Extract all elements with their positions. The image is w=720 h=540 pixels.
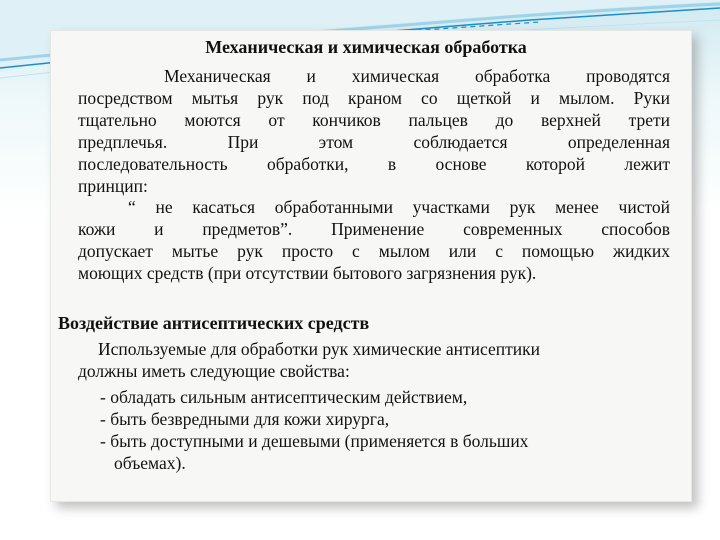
text-line: последовательность обработки, в основе которой лежит: [78, 154, 670, 174]
paragraph-antiseptics: [78, 338, 678, 382]
list-item: объемах).: [114, 453, 186, 473]
paragraph-mechanical: [78, 65, 670, 197]
text-line: должны иметь следующие свойства:: [78, 361, 350, 381]
text-line: Используемые для обработки рук химические антисептики: [98, 339, 540, 359]
properties-list: [100, 386, 680, 474]
text-line: моющих средств (при отсутствии бытового загрязнения рук).: [78, 263, 537, 283]
text-line: “ не касаться обработанными участками рук менее чистой: [128, 197, 670, 217]
slide-title: Механическая и химическая обработка: [205, 37, 527, 57]
text-line: посредством мытья рук под краном со щеткой и мылом. Руки: [78, 88, 670, 108]
text-line: Механическая и химическая обработка проводятся: [164, 66, 670, 86]
text-line: тщательно моются от кончиков пальцев до верхней трети: [78, 110, 670, 130]
section-heading: Воздействие антисептических средств: [58, 313, 370, 333]
text-line: кожи и предметов”. Применение современных способов: [78, 219, 670, 239]
list-item: - быть безвредными для кожи хирурга,: [100, 409, 390, 429]
list-item: - обладать сильным антисептическим действием,: [100, 387, 468, 407]
text-line: принцип:: [78, 176, 148, 196]
list-item: - быть доступными и дешевыми (применяется в больших: [100, 431, 529, 451]
paragraph-principle: [78, 196, 670, 284]
text-line: предплечья. При этом соблюдается определенная: [78, 132, 670, 152]
text-line: допускает мытье рук просто с мылом или с помощью жидких: [78, 241, 670, 261]
